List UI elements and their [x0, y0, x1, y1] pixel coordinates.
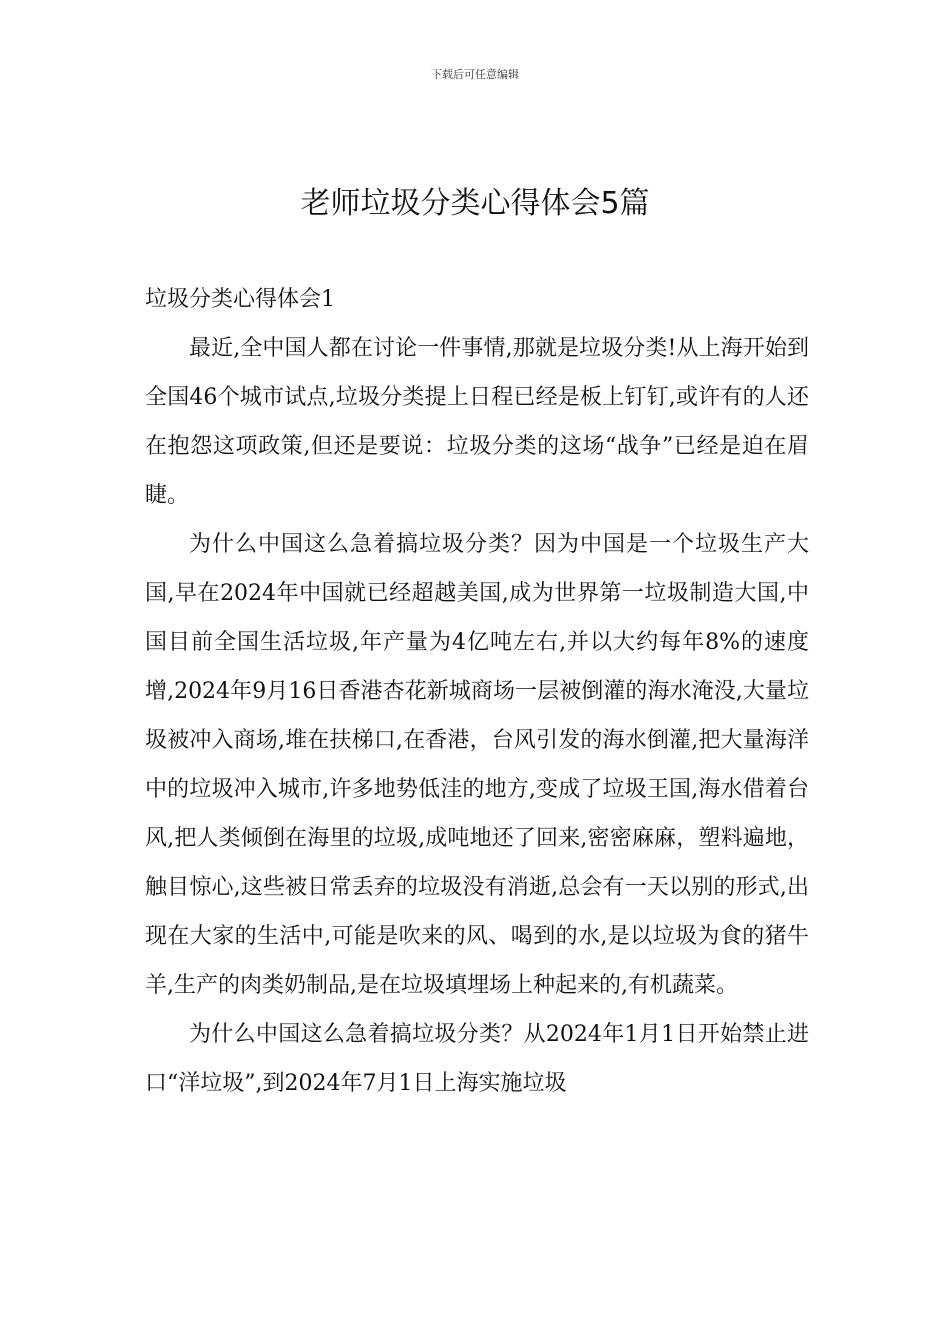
header-note: 下载后可任意编辑 — [431, 68, 519, 81]
paragraph: 为什么中国这么急着搞垃圾分类？从2024年1月1日开始禁止进口“洋垃圾”,到2024年7月1日上海实施垃圾 — [145, 1022, 809, 1096]
paragraph: 最近,全中国人都在讨论一件事情,那就是垃圾分类!从上海开始到全国46个城市试点,垃圾分类提上日程已经是板上钉钉,或许有的人还在抱怨这项政策,但还是要说：垃圾分类的这场“战争”已经是迫在眉睫。 — [145, 336, 809, 508]
section-heading: 垃圾分类心得体会1 — [145, 287, 335, 312]
document-body — [145, 278, 809, 1108]
paragraph: 为什么中国这么急着搞垃圾分类？因为中国是一个垃圾生产大国,早在2024年中国就已经超越美国,成为世界第一垃圾制造大国,中国目前全国生活垃圾,年产量为4亿吨左右,并以大约每年8%的速度增,2024年9月16日香港杏花新城商场一层被倒灌的海水淹没,大量垃圾被冲入商场,堆在扶梯口,在香港，台风引发的海水倒灌,把大量海洋中的垃圾冲入城市,许多地势低洼的地方,变成了垃圾王国,海水借着台风,把人类倾倒在海里的垃圾,成吨地还了回来,密密麻麻，塑料遍地，触目惊心,这些被日常丢弃的垃圾没有消逝,总会有一天以别的形式,出现在大家的生活中,可能是吹来的风、喝到的水,是以垃圾为食的猪牛羊,生产的肉类奶制品,是在垃圾填埋场上种起来的,有机蔬菜。 — [145, 532, 809, 998]
document-title: 老师垃圾分类心得体会5篇 — [300, 186, 650, 221]
